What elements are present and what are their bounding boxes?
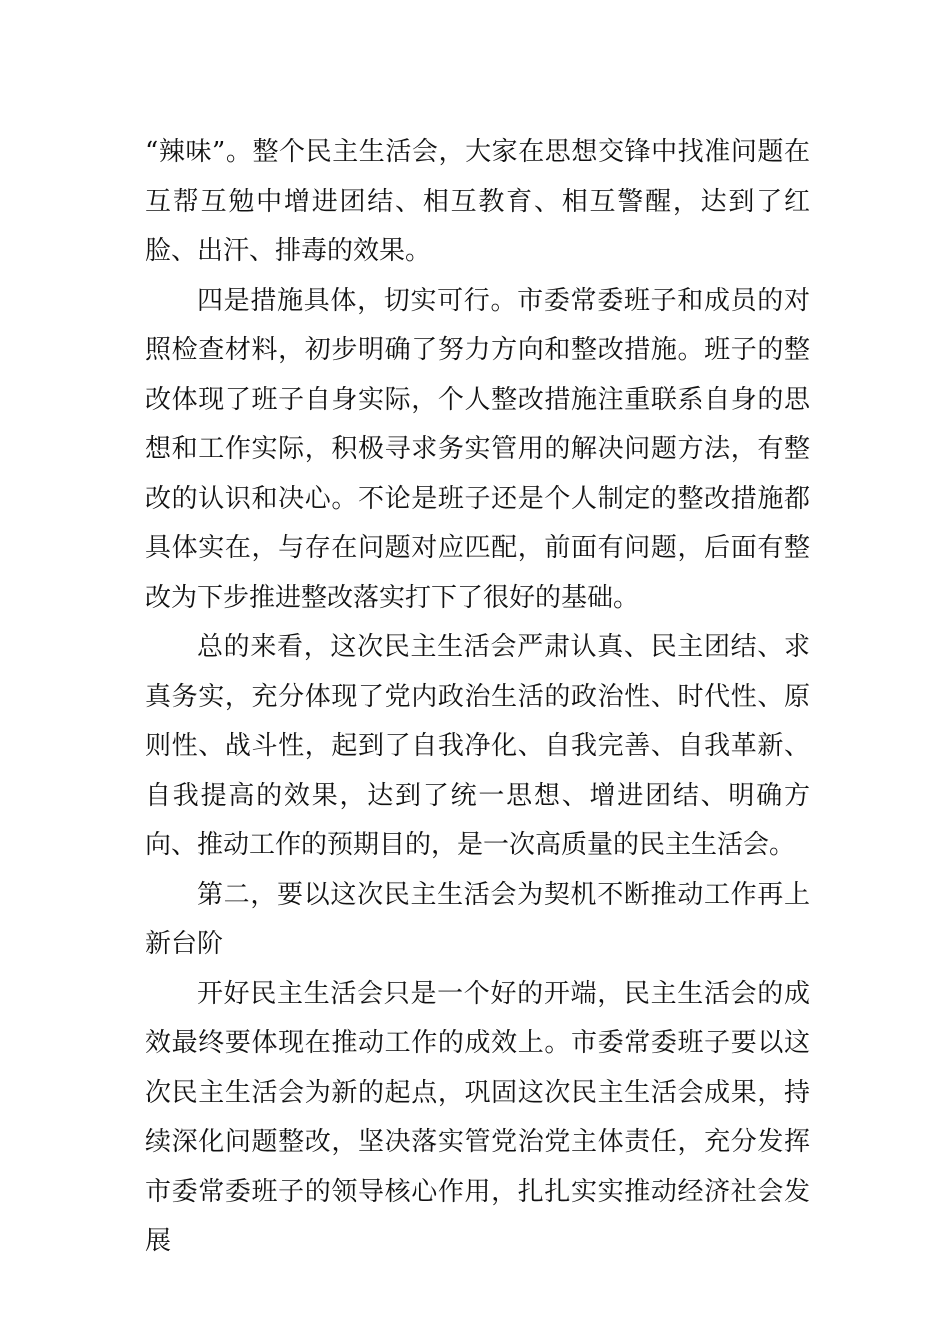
paragraph-summary: 总的来看，这次民主生活会严肃认真、民主团结、求真务实，充分体现了党内政治生活的政治性、时代性、原则性、战斗性，起到了自我净化、自我完善、自我革新、自我提高的效果，达到了统一思想、增进团结、明确方向、推动工作的预期目的，是一次高质量的民主生活会。 xyxy=(145,632,810,860)
document-page xyxy=(145,128,810,1267)
paragraph-follow-up: 开好民主生活会只是一个好的开端，民主生活会的成效最终要体现在推动工作的成效上。市委常委班子要以这次民主生活会为新的起点，巩固这次民主生活会成果，持续深化问题整改，坚决落实管党治党主体责任，充分发挥市委常委班子的领导核心作用，扎扎实实推动经济社会发展 xyxy=(145,978,810,1256)
paragraph-measures: 四是措施具体，切实可行。市委常委班子和成员的对照检查材料，初步明确了努力方向和整改措施。班子的整改体现了班子自身实际，个人整改措施注重联系自身的思想和工作实际，积极寻求务实管用的解决问题方法，有整改的认识和决心。不论是班子还是个人制定的整改措施都具体实在，与存在问题对应匹配，前面有问题，后面有整改为下步推进整改落实打下了很好的基础。 xyxy=(145,285,810,613)
paragraph-continuation: “辣味”。整个民主生活会，大家在思想交锋中找准问题在互帮互勉中增进团结、相互教育、相互警醒，达到了红脸、出汗、排毒的效果。 xyxy=(145,137,810,266)
section-heading-second: 第二，要以这次民主生活会为契机不断推动工作再上新台阶 xyxy=(145,879,810,959)
